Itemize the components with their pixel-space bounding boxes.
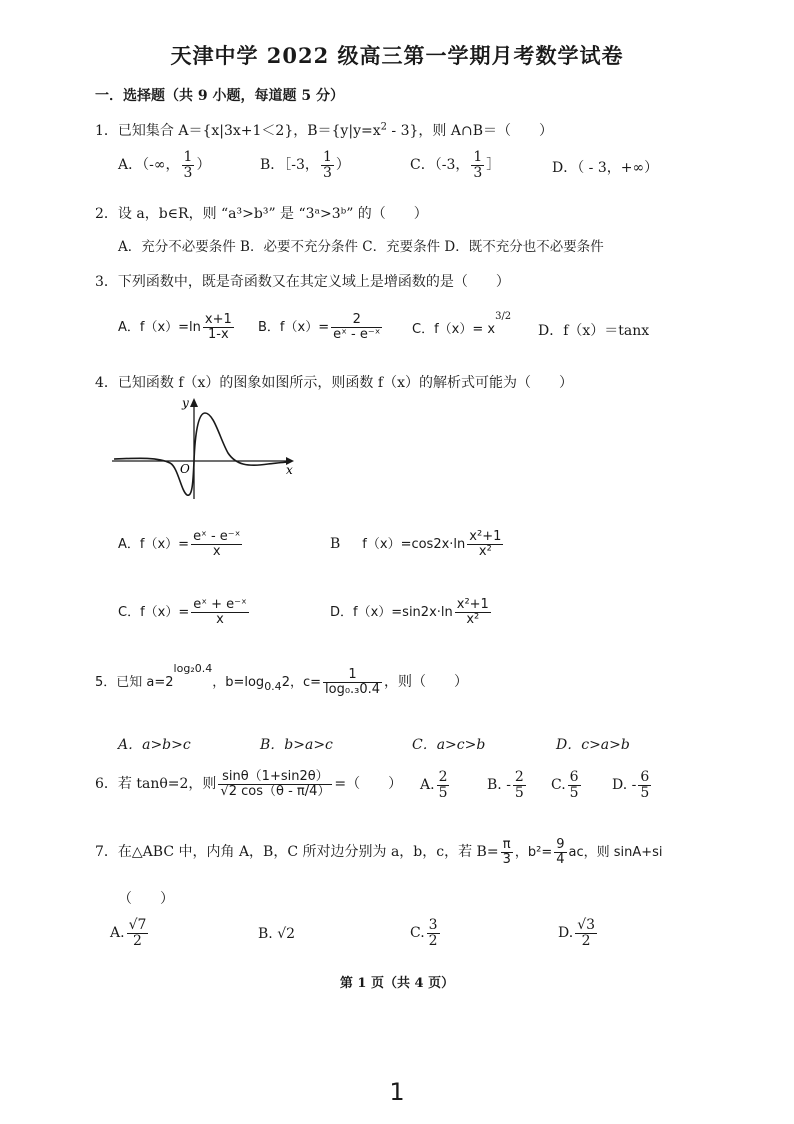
q5-option-b: B．b>a>c [260, 737, 333, 753]
question-6-stem [95, 770, 402, 798]
denominator: 3 [502, 851, 511, 867]
origin-label: O [180, 462, 190, 476]
exam-title: 天津中学 2022 级高三第一学期月考数学试卷 [170, 43, 624, 68]
numerator: 1 [322, 149, 332, 165]
bracket: ］ [486, 157, 501, 174]
option-label: C．f（x）= [118, 605, 190, 621]
q4-option-b [330, 530, 505, 558]
q7-stem-part: ，b²= [514, 845, 553, 861]
numerator: x+1 [204, 312, 232, 327]
option-label: A．（-∞， [118, 157, 180, 174]
numerator: eˣ - e⁻ˣ [193, 529, 241, 544]
fraction [427, 918, 440, 948]
option-label: D．f（x）=sin2x·ln [330, 605, 453, 621]
fraction [321, 150, 334, 180]
option-expression: f（x）=cos2x·ln [362, 537, 466, 553]
q6-option-b [487, 770, 528, 800]
denominator: 5 [640, 784, 650, 801]
q5-stem-part: ，则（ ） [384, 674, 469, 691]
numerator: 6 [569, 769, 579, 785]
option-label: B. - [487, 777, 511, 794]
q3-option-b [258, 313, 384, 341]
fraction [203, 313, 234, 341]
fraction [182, 150, 195, 180]
y-axis-label: y [182, 396, 189, 410]
q5-option-d: D．c>a>b [556, 737, 630, 753]
denominator: eˣ - e⁻ˣ [333, 326, 381, 342]
q6-stem-part: 6．若 tanθ=2，则 [95, 776, 217, 793]
denominator: 3 [183, 164, 193, 181]
fraction [218, 770, 332, 798]
numerator: √7 [128, 917, 147, 933]
q6-option-d [612, 770, 653, 800]
denominator: 5 [438, 784, 448, 801]
q7-option-d [558, 918, 599, 948]
denominator: 3 [322, 164, 332, 181]
denominator: 2 [127, 933, 149, 949]
q7-option-a [110, 918, 150, 948]
denominator: 4 [556, 851, 565, 867]
q7-option-b: B. √2 [258, 926, 296, 942]
fraction [437, 770, 450, 800]
question-2-stem: 2．设 a，b∈R，则 “a³>b³” 是 “3ᵃ>3ᵇ” 的（ ） [95, 206, 428, 222]
page-footer: 第 1 页（共 4 页） [339, 976, 455, 991]
question-4-stem: 4．已知函数 f（x）的图象如图所示，则函数 f（x）的解析式可能为（ ） [95, 375, 573, 391]
question-1-stem [95, 120, 553, 140]
numerator: 1 [183, 149, 193, 165]
numerator: x²+1 [469, 529, 502, 544]
bracket: ） [335, 157, 350, 174]
fraction [467, 530, 503, 558]
denominator: 3 [473, 164, 483, 181]
denominator: x² [467, 544, 503, 559]
question-3-stem: 3．下列函数中，既是奇函数又在其定义域上是增函数的是（ ） [95, 274, 510, 290]
fraction [323, 668, 382, 696]
fraction [191, 598, 249, 626]
q5-log-base: 0.4 [264, 679, 282, 693]
fraction [331, 313, 382, 341]
q5-option-c: C．a>c>b [412, 737, 486, 753]
numerator: 2 [352, 312, 361, 327]
q1-stem-part: - 3}，则 A∩B＝（ ） [386, 123, 554, 139]
numerator: √3 [577, 917, 596, 933]
option-label: A. [420, 777, 435, 794]
q2-options: A．充分不必要条件 B．必要不充分条件 C．充要条件 D．既不充分也不必要条件 [118, 239, 604, 255]
denominator: log₀.₃0.4 [325, 681, 381, 697]
q5-exponent: log₂0.4 [173, 662, 213, 676]
numerator: x²+1 [456, 597, 489, 612]
question-7-stem [95, 838, 794, 866]
q4-option-d [330, 598, 493, 626]
bracket: ） [196, 157, 211, 174]
q6-stem-part: =（ ） [334, 776, 403, 793]
q7-stem-part: 7．在△ABC 中，内角 A，B，C 所对边分别为 a，b，c，若 B= [95, 844, 499, 861]
q3-option-c [412, 311, 512, 337]
numerator: π [502, 838, 511, 852]
numerator: 9 [556, 838, 565, 852]
option-label: C. [551, 777, 566, 794]
denominator: 2 [428, 932, 438, 949]
fraction [191, 530, 242, 558]
denominator: 2 [575, 933, 597, 949]
numerator: 3 [428, 917, 438, 933]
q1-stem-part: 1．已知集合 A＝{x|3x+1＜2}，B＝{y|y=x [95, 123, 381, 139]
page-number: 1 [389, 1078, 405, 1106]
q7-option-c [410, 918, 442, 948]
fraction [554, 838, 566, 866]
option-label: D. [558, 925, 574, 942]
fraction [471, 150, 484, 180]
numerator: 2 [438, 769, 448, 785]
denominator: 1-x [203, 327, 234, 342]
exponent: 3/2 [495, 311, 512, 323]
y-axis-arrow [190, 398, 198, 407]
numerator: eˣ + e⁻ˣ [193, 597, 247, 612]
denominator: x [191, 544, 242, 559]
numerator: 6 [640, 769, 650, 785]
fraction [568, 770, 581, 800]
q4-option-c [118, 598, 251, 626]
q7-stem-part: ac，则 sinA+si [568, 845, 663, 861]
numerator: 1 [473, 149, 483, 165]
denominator: 5 [514, 784, 524, 801]
q5-stem-part: 2，c= [281, 675, 321, 691]
fraction [575, 918, 597, 948]
section-heading: 一．选择题（共 9 小题，每道题 5 分） [95, 88, 344, 104]
q7-answer-blank: （ ） [118, 891, 174, 907]
function-curve [114, 413, 290, 495]
denominator: 5 [569, 784, 579, 801]
q3-option-d: D．f（x）＝tanx [538, 323, 650, 339]
option-label: B [330, 536, 341, 553]
fraction [513, 770, 526, 800]
fraction [638, 770, 651, 800]
fraction [501, 838, 513, 866]
q5-stem-part: 5．已知 a=2 [95, 675, 174, 691]
denominator: x [191, 612, 249, 627]
option-label: A．f（x）= [118, 537, 190, 553]
option-label: A. [110, 925, 125, 942]
q5-option-a: A．a>b>c [118, 737, 191, 753]
q6-option-a [420, 770, 451, 800]
option-label: D. - [612, 777, 637, 794]
q5-stem-part: ，b=log [212, 675, 265, 691]
q1-option-d: D．（ - 3，+∞） [552, 160, 659, 176]
option-label: A．f（x）=ln [118, 320, 201, 336]
option-label: B．f（x）= [258, 320, 330, 336]
question-5-stem [95, 662, 469, 697]
function-graph [108, 395, 298, 505]
numerator: 2 [514, 769, 524, 785]
q3-option-a [118, 313, 236, 341]
x-axis-label: x [286, 463, 293, 477]
q1-option-c [410, 150, 500, 180]
option-label: C．f（x）= x [412, 322, 496, 337]
numerator: 1 [348, 667, 357, 682]
q1-option-b [260, 150, 350, 180]
option-label: C. [410, 925, 425, 942]
denominator: x² [455, 612, 491, 627]
denominator: √2 cos（θ - π/4） [220, 783, 331, 799]
q1-option-a [118, 150, 210, 180]
fraction [127, 918, 149, 948]
option-label: C．（-3， [410, 157, 470, 174]
fraction [455, 598, 491, 626]
q6-option-c [551, 770, 583, 800]
numerator: sinθ（1+sin2θ） [222, 769, 329, 784]
option-label: B．［-3， [260, 157, 319, 174]
q1-exponent: 2 [380, 121, 387, 133]
q4-option-a [118, 530, 244, 558]
